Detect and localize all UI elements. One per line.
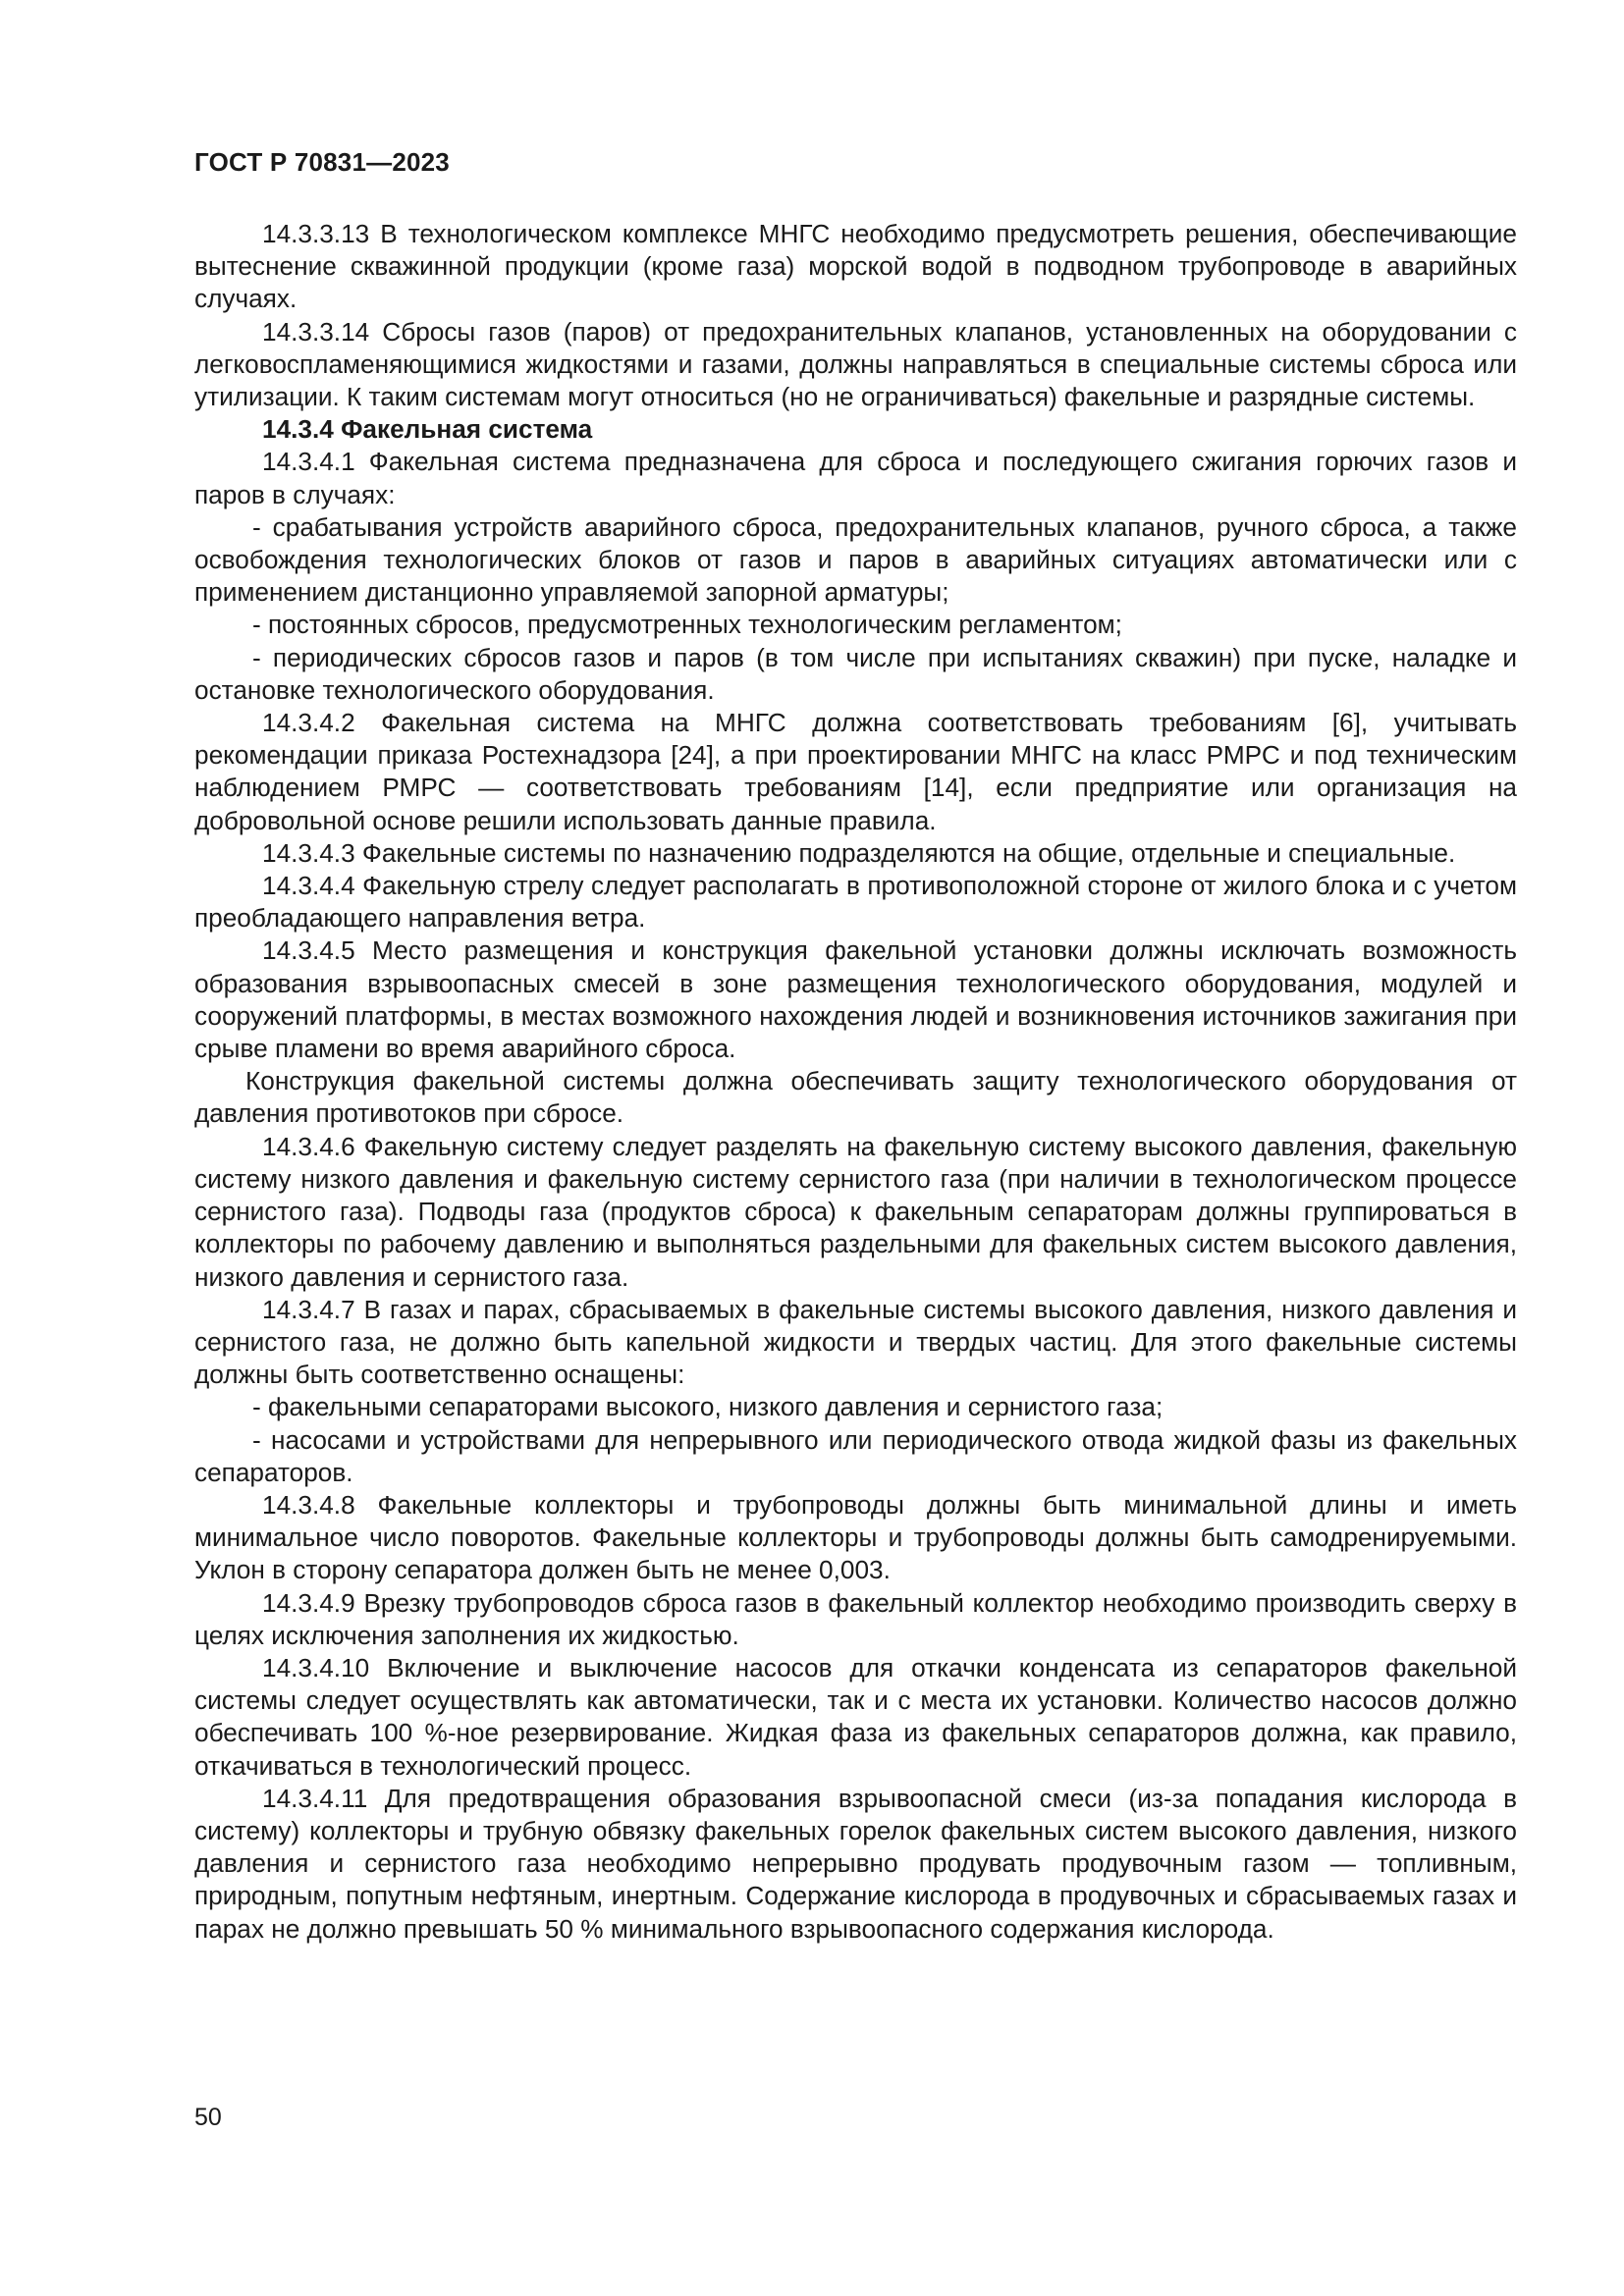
paragraph-14-3-4-3: 14.3.4.3 Факельные системы по назначению подразделяются на общие, отдельные и специальные. xyxy=(262,837,1456,868)
paragraph-14-3-4-4: 14.3.4.4 Факельную стрелу следует располагать в противоположной стороне от жилого блока и с учетом преобладающего направления ветра. xyxy=(194,871,1517,934)
page-number: 50 xyxy=(194,2104,222,2131)
paragraph-14-3-4-5: 14.3.4.5 Место размещения и конструкция факельной установки должны исключать возможность образования взрывоопасных смесей в зоне размещения технологического оборудования, модулей и сооружений платформы, в местах возможного нахождения людей и возникновения источников зажигания при срыве пламени во время аварийного сброса. xyxy=(194,935,1517,1064)
document-body xyxy=(194,218,1517,1946)
section-heading-14-3-4: 14.3.4 Факельная система xyxy=(262,414,593,445)
list-item: - постоянных сбросов, предусмотренных технологическим регламентом; xyxy=(252,610,1122,640)
paragraph-14-3-3-14: 14.3.3.14 Сбросы газов (паров) от предохранительных клапанов, установленных на оборудовании с легковоспламеняющимися жидкостями и газами, должны направляться в специальные системы сброса или утилизации. К таким системам могут относиться (но не ограничиваться) факельные и разрядные системы. xyxy=(194,316,1517,412)
document-header: ГОСТ Р 70831—2023 xyxy=(194,147,450,177)
list-item: - периодических сбросов газов и паров (в том числе при испытаниях скважин) при пуске, наладке и остановке технологического оборудования. xyxy=(194,642,1517,705)
paragraph-14-3-3-13: 14.3.3.13 В технологическом комплексе МНГС необходимо предусмотреть решения, обеспечивающие вытеснение скважинной продукции (кроме газа) морской водой в подводном трубопроводе в аварийных случаях. xyxy=(194,219,1517,314)
paragraph-flare-design: Конструкция факельной системы должна обеспечивать защиту технологического оборудования от давления противотоков при сбросе. xyxy=(194,1066,1517,1129)
paragraph-14-3-4-9: 14.3.4.9 Врезку трубопроводов сброса газов в факельный коллектор необходимо производить сверху в целях исключения заполнения их жидкостью. xyxy=(194,1587,1517,1650)
list-item: - факельными сепараторами высокого, низкого давления и сернистого газа; xyxy=(252,1392,1164,1422)
paragraph-14-3-4-7: 14.3.4.7 В газах и парах, сбрасываемых в факельные системы высокого давления, низкого давления и сернистого газа, не должно быть капельной жидкости и твердых частиц. Для этого факельные системы должны быть соответственно оснащены: xyxy=(194,1294,1517,1390)
list-item: - срабатывания устройств аварийного сброса, предохранительных клапанов, ручного сброса, а также освобождения технологических блоков от газов и паров в аварийных ситуациях автоматически или с применением дистанционно управляемой запорной арматуры; xyxy=(194,511,1517,608)
list-item: - насосами и устройствами для непрерывного или периодического отвода жидкой фазы из факельных сепараторов. xyxy=(194,1424,1517,1487)
paragraph-14-3-4-10: 14.3.4.10 Включение и выключение насосов для откачки конденсата из сепараторов факельной системы следует осуществлять как автоматически, так и с места их установки. Количество насосов должно обеспечивать 100 %-ное резервирование. Жидкая фаза из факельных сепараторов должна, как правило, откачиваться в технологический процесс. xyxy=(194,1652,1517,1781)
paragraph-14-3-4-1: 14.3.4.1 Факельная система предназначена для сброса и последующего сжигания горючих газов и паров в случаях: xyxy=(194,447,1517,509)
paragraph-14-3-4-6: 14.3.4.6 Факельную систему следует разделять на факельную систему высокого давления, факельную систему низкого давления и факельную систему сернистого газа (при наличии в технологическом процессе сернистого газа). Подводы газа (продуктов сброса) к факельным сепараторам должны группироваться в коллекторы по рабочему давлению и выполняться раздельными для факельных систем высокого давления, низкого давления и сернистого газа. xyxy=(194,1131,1517,1292)
paragraph-14-3-4-2: 14.3.4.2 Факельная система на МНГС должна соответствовать требованиям [6], учитывать рекомендации приказа Ростехнадзора [24], а при проектировании МНГС на класс РМРС и под техническим наблюдением РМРС — соответствовать требованиям [14], если предприятие или организация на добровольной основе решили использовать данные правила. xyxy=(194,708,1517,835)
paragraph-14-3-4-8: 14.3.4.8 Факельные коллекторы и трубопроводы должны быть минимальной длины и иметь минимальное число поворотов. Факельные коллекторы и трубопроводы должны быть самодренируемыми. Уклон в сторону сепаратора должен быть не менее 0,003. xyxy=(194,1489,1517,1585)
paragraph-14-3-4-11: 14.3.4.11 Для предотвращения образования взрывоопасной смеси (из-за попадания кислорода в систему) коллекторы и трубную обвязку факельных горелок факельных систем высокого давления, низкого давления и сернистого газа необходимо непрерывно продувать продувочным газом — топливным, природным, попутным нефтяным, инертным. Содержание кислорода в продувочных и сбрасываемых газах и парах не должно превышать 50 % минимального взрывоопасного содержания кислорода. xyxy=(194,1783,1517,1944)
